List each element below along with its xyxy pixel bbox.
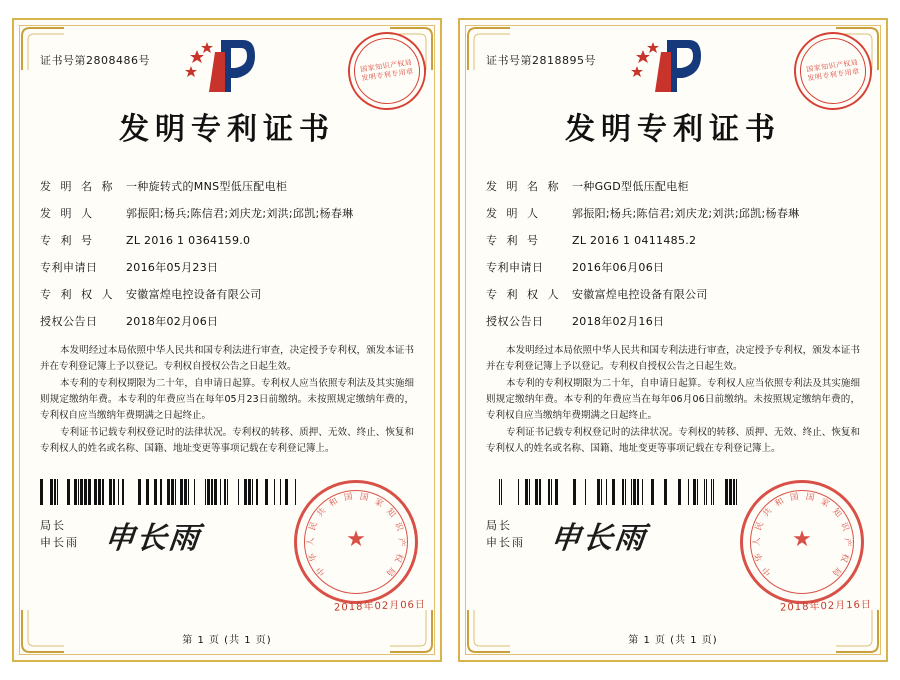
field-label: 专 利 号 xyxy=(40,234,95,247)
field-row-patent-number xyxy=(40,235,414,246)
field-value: 2018年02月16日 xyxy=(572,315,665,328)
barcode xyxy=(486,479,746,505)
page-footer: 第 1 页 (共 1 页) xyxy=(628,635,718,646)
signatory-name: 申长雨 xyxy=(40,536,79,549)
body-paragraph: 专利证书记载专利权登记时的法律状况。专利权的转移、质押、无效、终止、恢复和专利权人的姓名或名称、国籍、地址变更等事项记载在专利登记簿上。 xyxy=(40,427,414,454)
field-row-invention-name xyxy=(40,181,414,192)
field-label: 发 明 人 xyxy=(486,207,541,220)
patent-office-stamp-icon xyxy=(789,27,877,115)
field-row-grant-date xyxy=(40,316,414,327)
field-label: 专 利 权 人 xyxy=(486,288,562,301)
field-row-application-date xyxy=(486,262,860,273)
field-value: 2016年06月06日 xyxy=(572,261,665,274)
handwritten-signature: 申长雨 xyxy=(548,521,649,556)
field-value: 一种旋转式的MNS型低压配电柜 xyxy=(126,180,288,193)
seal-star-icon: ★ xyxy=(792,526,812,552)
field-value: ZL 2016 1 0411485.2 xyxy=(572,234,697,247)
field-label: 授权公告日 xyxy=(486,315,544,328)
field-value: ZL 2016 1 0364159.0 xyxy=(126,234,251,247)
body-paragraph: 本专利的专利权期限为二十年，自申请日起算。专利权人应当依照专利法及其实施细则规定缴纳年费。本专利的年费应当在每年05月23日前缴纳。未按照规定缴纳年费的，专利权自应当缴纳年费期满之日起终止。 xyxy=(40,378,414,421)
field-label: 专利申请日 xyxy=(486,261,544,274)
field-label: 发 明 名 称 xyxy=(40,180,116,193)
field-row-inventors xyxy=(486,208,860,219)
body-paragraph: 本专利的专利权期限为二十年，自申请日起算。专利权人应当依照专利法及其实施细则规定缴纳年费。本专利的年费应当在每年06月06日前缴纳。未按照规定缴纳年费的，专利权自应当缴纳年费期满之日起终止。 xyxy=(486,378,860,421)
signatory-title: 局长 xyxy=(486,519,512,532)
field-label: 专利申请日 xyxy=(40,261,98,274)
patent-office-stamp-text: 国家知识产权局 发明专利专用章 xyxy=(359,58,415,83)
page-footer: 第 1 页 (共 1 页) xyxy=(182,635,272,646)
certificate-title: 发明专利证书 xyxy=(119,112,335,147)
body-paragraph: 专利证书记载专利权登记时的法律状况。专利权的转移、质押、无效、终止、恢复和专利权人的姓名或名称、国籍、地址变更等事项记载在专利登记簿上。 xyxy=(486,427,860,454)
seal-ring-text: 中 华 人 民 共 和 国 国 家 知 识 产 权 局 xyxy=(306,491,406,579)
certificate-header xyxy=(486,30,860,100)
field-value: 一种GGD型低压配电柜 xyxy=(572,180,689,193)
barcode xyxy=(40,479,300,505)
signatory-name: 申长雨 xyxy=(486,536,525,549)
seal-star-icon: ★ xyxy=(346,526,366,552)
patent-certificate-1 xyxy=(12,18,442,662)
sipo-logo-icon xyxy=(627,34,719,98)
field-row-invention-name xyxy=(486,181,860,192)
field-row-grant-date xyxy=(486,316,860,327)
seal-date: 2018年02月16日 xyxy=(779,599,873,614)
certificate-title: 发明专利证书 xyxy=(565,112,781,147)
field-value: 郭振阳;杨兵;陈信君;刘庆龙;刘洪;邱凯;杨春琳 xyxy=(572,207,800,220)
field-row-patentee xyxy=(40,289,414,300)
handwritten-signature: 申长雨 xyxy=(102,521,203,556)
certificate-header xyxy=(40,30,414,100)
field-label: 专 利 权 人 xyxy=(40,288,116,301)
patent-office-stamp-text: 国家知识产权局 发明专利专用章 xyxy=(805,58,861,83)
official-seal-icon xyxy=(740,480,864,604)
seal-date: 2018年02月06日 xyxy=(333,599,427,614)
official-seal-icon xyxy=(294,480,418,604)
certificate-number: 证书号第2808486号 xyxy=(40,54,150,67)
sipo-logo-icon xyxy=(181,34,273,98)
field-value: 安徽富煌电控设备有限公司 xyxy=(572,288,708,301)
signatory-labels xyxy=(40,513,79,551)
seal-ring-text: 中 华 人 民 共 和 国 国 家 知 识 产 权 局 xyxy=(752,491,852,579)
patent-office-stamp-icon xyxy=(343,27,431,115)
field-label: 发 明 人 xyxy=(40,207,95,220)
certificate-number: 证书号第2818895号 xyxy=(486,54,596,67)
patent-certificate-2 xyxy=(458,18,888,662)
certificate-body xyxy=(40,343,414,457)
field-row-patentee xyxy=(486,289,860,300)
body-paragraph: 本发明经过本局依照中华人民共和国专利法进行审查，决定授予专利权，颁发本证书并在专利登记簿上予以登记。专利权自授权公告之日起生效。 xyxy=(40,345,414,372)
field-row-application-date xyxy=(40,262,414,273)
signatory-title: 局长 xyxy=(40,519,66,532)
field-value: 安徽富煌电控设备有限公司 xyxy=(126,288,262,301)
certificate-body xyxy=(486,343,860,457)
body-paragraph: 本发明经过本局依照中华人民共和国专利法进行审查，决定授予专利权，颁发本证书并在专利登记簿上予以登记。专利权自授权公告之日起生效。 xyxy=(486,345,860,372)
field-row-inventors xyxy=(40,208,414,219)
certificate-fields xyxy=(486,181,860,327)
field-value: 2016年05月23日 xyxy=(126,261,219,274)
field-value: 郭振阳;杨兵;陈信君;刘庆龙;刘洪;邱凯;杨春琳 xyxy=(126,207,354,220)
field-label: 授权公告日 xyxy=(40,315,98,328)
field-label: 发 明 名 称 xyxy=(486,180,562,193)
field-row-patent-number xyxy=(486,235,860,246)
certificate-fields xyxy=(40,181,414,327)
signatory-labels xyxy=(486,513,525,551)
field-label: 专 利 号 xyxy=(486,234,541,247)
field-value: 2018年02月06日 xyxy=(126,315,219,328)
